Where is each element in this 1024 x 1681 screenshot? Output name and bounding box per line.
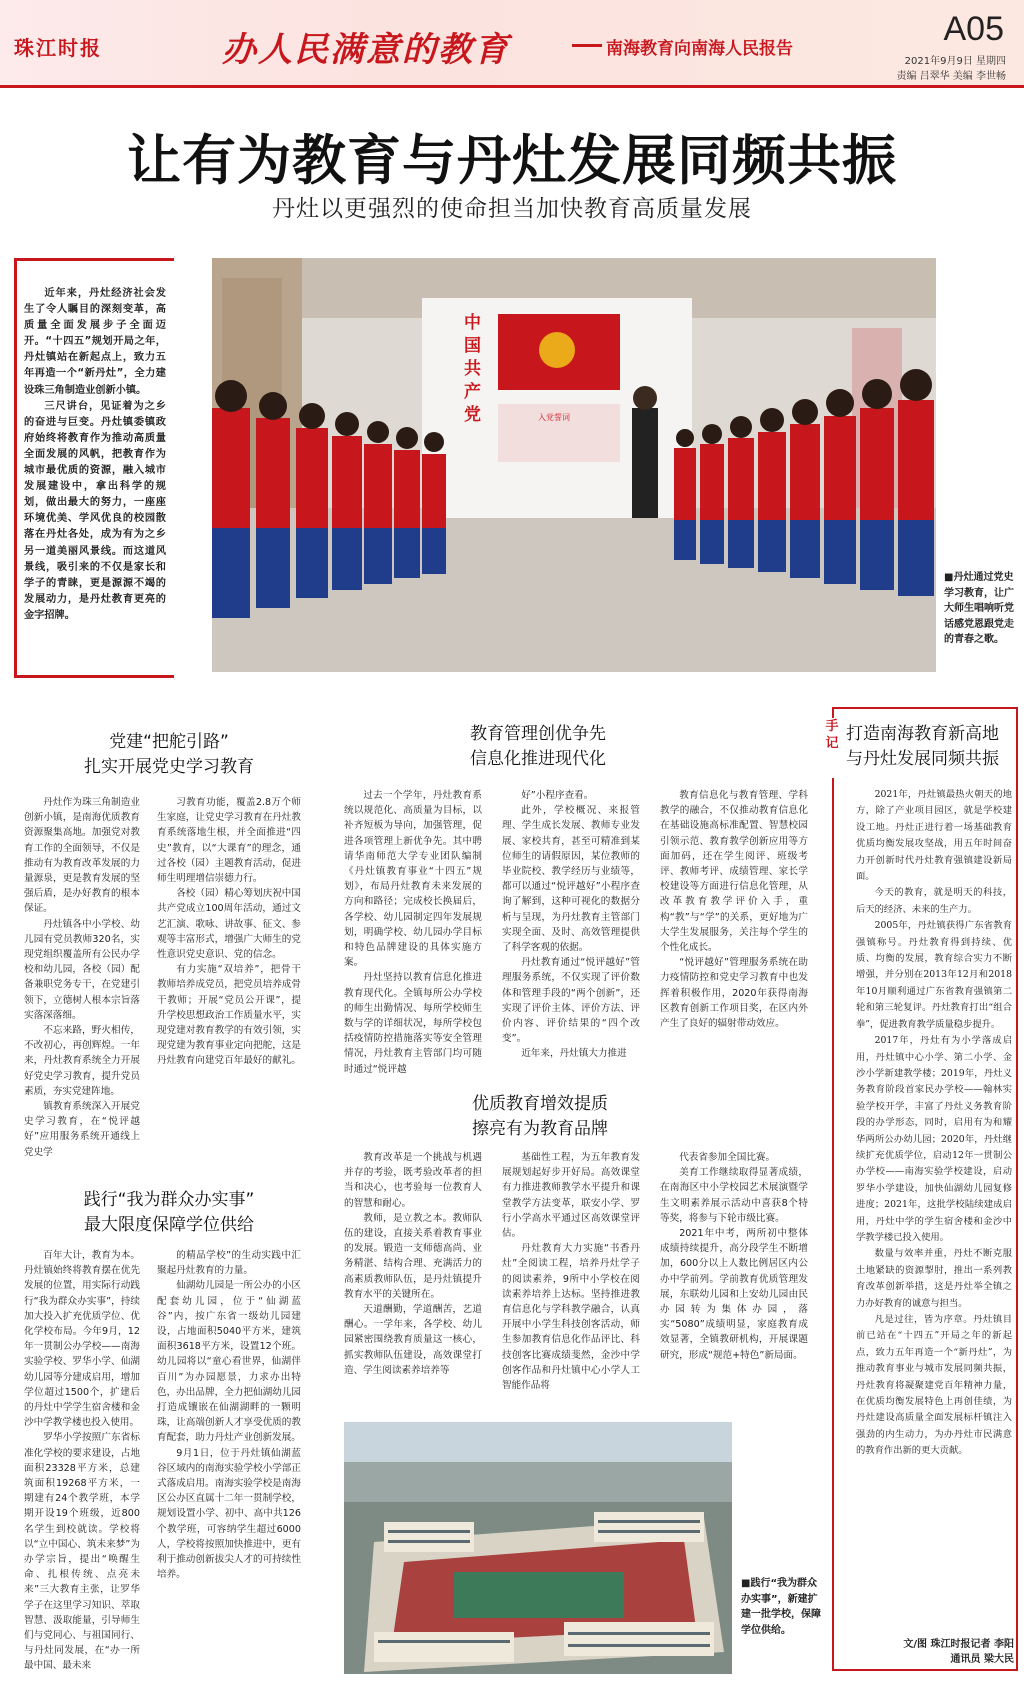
article-paragraph: 教育信息化与教育管理、学科教学的融合，不仅推动教育信息化在基础设施高标准配置、智慧校园引领示范、教育教学创新应用等方面加码，还在学生阅评、班级考评、教师考评、成绩管理、家长学校建设等方面进行信息化管理，从改革教育教学评价入手，重构“教”与“学”的关系，更好地为广大学生发展服务，关注每个学生的个性化成长。	[660, 790, 808, 954]
slogan-dash	[572, 44, 602, 47]
article-paragraph: 好”小程序查看。	[521, 790, 594, 801]
article-paragraph: 代表省参加全国比赛。	[679, 1152, 776, 1163]
article-paragraph: 不忘来路，野火相传，不改初心，再创辉煌。一年来，丹灶教育系统全力开展好党史学习教育，提升党员素质，夯实党建阵地。	[24, 1025, 140, 1097]
party-wall-text	[464, 312, 481, 425]
masthead-slogan: 办人民满意的教育	[222, 30, 510, 70]
editor-credits: 责编 吕翠华 美编 李世畅	[896, 71, 1006, 82]
section-title-line: 最大限度保障学位供给	[84, 1215, 254, 1235]
sidebar-paragraph: 2021年，丹灶镇最热火朝天的地方，除了产业项目园区，就是学校建设工地。丹灶正进行着一场基础教育优质均衡发展攻坚战，用五年时间奋力开创新时代丹灶教育强镇建设新局面。	[856, 789, 1012, 883]
subheadline: 丹灶以更强烈的使命担当加快教育高质量发展	[272, 196, 752, 222]
section-title-line: 扎实开展党史学习教育	[84, 757, 254, 777]
section-title-line: 优质教育增效提质	[472, 1094, 608, 1114]
sidebar-paragraph: 2005年，丹灶镇获得广东省教育强镇称号。丹灶教育得到持续、优质、均衡的发展，教育综合实力不断增强，并分别在2013年12月和2018年10月顺利通过广东省教育强镇第二轮和第三轮复评。丹灶教育打出“组合拳”，促进教育教学质量稳步提升。	[856, 920, 1012, 1030]
article-paragraph: 各校（园）精心筹划庆祝中国共产党成立100周年活动，通过文艺汇演、歌咏、讲故事、征文、参观等丰富形式，增强广大师生的党性意识党史意识、党的信念。	[157, 888, 301, 961]
quality-column-2	[502, 1150, 640, 1393]
byline-correspondent: 通讯员 梁大民	[950, 1654, 1014, 1665]
section-title-party	[34, 730, 304, 780]
article-paragraph: 仙湖幼儿园是一所公办的小区配套幼儿园，位于“仙湖蓝谷”内，按广东省一级幼儿园建设，占地面积5040平方米，建筑面积3618平方米，设置12个班。幼儿园将以“童心看世界，仙湖伴百川”为办园愿景，力求办出特色，办出品牌，全力把仙湖幼儿园打造成镶嵌在仙湖湖畔的一颗明珠，让高端创新人才享受优质的教育配套，助力丹灶产业创新发展。	[157, 1280, 301, 1444]
article-paragraph: 有力实施“双培养”，把骨干教师培养成党员，把党员培养成骨干教师；开展“党员公开课”，提升学校思想政治工作质量水平，实现党建对教育教学的有效引领，实现党建为教育事业定向把舵，这是丹灶教育向建党百年最好的献礼。	[157, 964, 301, 1067]
party-column-2	[157, 795, 301, 1069]
article-paragraph: “悦评越好”管理服务系统在助力疫情防控和党史学习教育中也发挥着积极作用，2020年获得南海区教育创新工作项目奖，在区内外产生了良好的辐射带动效应。	[660, 957, 808, 1030]
article-paragraph: 罗华小学按照广东省标准化学校的要求建设，占地面积23328平方米，总建筑面积19268平方米，一期建有24个教学班，本学期开设19个班级，近800名学生到校就读。学校将以“立中国心、筑未来梦”为办学宗旨，提出“唤醒生命、扎根传统、点亮未来”三大教育主张，让罗华学子在这里学习知识、萃取智慧、汲取能量，引导师生们与党同心、与祖国同行、与丹灶同发展，在“办一所最中国、最未来	[24, 1432, 140, 1672]
article-paragraph: 过去一个学年，丹灶教育系统以规范化、高质量为目标，以补齐短板为导向，加强管理，促进各项管理上新优争先。其中聘请华南师范大学专业团队编制《丹灶镇教育事业“十四五”规划》，布局丹灶教育未来发展的方向和路径；完成校长换届后，各学校、幼儿园制定四年发展规划，明确学校、幼儿园办学目标和特色品牌建设的具体实施方案。	[344, 790, 482, 969]
oath-title: 入党誓词	[538, 413, 570, 422]
main-photo	[212, 258, 936, 672]
article-paragraph: 近年来，丹灶镇大力推进	[521, 1048, 627, 1060]
wall-char: 产	[464, 382, 481, 402]
sidebar-title-line: 打造南海教育新高地	[846, 724, 999, 744]
sidebar-title	[846, 722, 1016, 772]
service-column-2	[157, 1248, 301, 1582]
service-column-1	[24, 1248, 140, 1674]
section-title-line: 擦亮有为教育品牌	[472, 1119, 608, 1139]
quality-column-1	[344, 1150, 482, 1378]
quality-column-3	[660, 1150, 808, 1363]
article-paragraph: 丹灶教育大力实施“书香丹灶”全阅读工程，培养丹灶学子的阅读素养，9所中小学校在阅读素养培养上达标。坚持推进教育信息化与学科教学融合，认真开展中小学生科技创客活动，师生参加教育信息化作品评比、科技创客比赛成绩斐然，金沙中学创客作品和丹灶镇中心小学人工智能作品将	[502, 1243, 640, 1392]
section-title-quality	[472, 1092, 682, 1142]
sidebar-text	[856, 787, 1012, 1460]
sidebar-tag: 手记	[820, 718, 844, 778]
section-title-line: 信息化推进现代化	[470, 749, 606, 769]
wall-char: 国	[464, 336, 481, 356]
main-photo-caption: ■丹灶通过党史学习教育，让广大师生唱响听党话感党恩跟党走的青春之歌。	[944, 572, 1014, 645]
intro-text	[24, 286, 166, 624]
masthead-subslogan: 南海教育向南海人民报告	[606, 39, 793, 59]
article-paragraph: 9月1日，位于丹灶镇仙湖蓝谷区域内的南海实验学校小学部正式落成启用。南海实验学校是南海区公办区直属十二年一贯制学校，规划设置小学、初中、高中共126个教学班，可容纳学生超过6000人，学校将按照加快推进中，更有利于推动创新拔尖人才的可持续性培养。	[157, 1447, 301, 1581]
section-title-line: 党建“把舵引路”	[109, 732, 229, 752]
byline	[884, 1637, 1014, 1667]
classroom-illustration	[212, 258, 936, 672]
article-paragraph: 的精品学校”的生动实践中汇聚起丹灶教育的力量。	[157, 1250, 301, 1277]
paper-logo: 珠江时报	[14, 36, 102, 60]
article-paragraph: 镇教育系统深入开展党史学习教育，在“悦评越好”应用服务系统开通线上党史学	[24, 1101, 140, 1158]
article-paragraph: 基础性工程，为五年教育发展规划起好步开好局。高效课堂有力推进教师教学水平提升和课堂教学方法变革，联安小学、罗行小学高水平通过区高效课堂评估。	[502, 1152, 640, 1240]
sidebar-title-line: 与丹灶发展同频共振	[846, 749, 999, 769]
article-paragraph: 丹灶镇各中小学校、幼儿园有党员教师320名，实现党组织覆盖所有公民办学校和幼儿园，各校（园）配备兼职党务专干，在党建引领下，立德树人根本宗旨落实落深落细。	[24, 918, 140, 1021]
section-title-line: 教育管理创优争先	[470, 724, 606, 744]
management-column-1	[344, 788, 482, 1077]
school-illustration	[344, 1422, 732, 1674]
issue-date: 2021年9月9日 星期四	[904, 56, 1006, 67]
headline: 让有为教育与丹灶发展同频共振	[127, 129, 897, 192]
intro-paragraph: 三尺讲台，见证着为之乡的奋进与巨变。丹灶镇委镇政府始终将教育作为推动高质量全面发展的风帆，把教育作为城市最优质的资源，融入城市发展建设中，拿出科学的规划，做出最大的努力，一座座环境优美、学风优良的校园散落在丹灶各处，成为有为之乡另一道美丽风景线。而这道风景线，吸引来的不仅是家长和学子的青睐，更是源源不竭的发展动力，是丹灶教育更亮的金字招牌。	[24, 400, 166, 621]
article-paragraph: 习教育功能，覆盖2.8万个师生家庭，让党史学习教育在丹灶教育系统落地生根，并全面推进“四史”教育，以“大课育”的理念，通过各校（园）主题教育活动，促进师生明理增信崇德力行。	[157, 797, 301, 885]
school-aerial-photo	[344, 1422, 732, 1674]
article-paragraph: 美育工作继续取得显著成绩，在南海区中小学校园艺术展演暨学生文明素养展示活动中喜获8个特等奖，将参与下轮市级比赛。	[660, 1167, 808, 1224]
party-column-1	[24, 795, 140, 1160]
article-paragraph: 教育改革是一个挑战与机遇并存的考验，既考验改革者的担当和决心，也考验每一位教育人的智慧和耐心。	[344, 1152, 482, 1209]
section-title-management	[470, 722, 680, 772]
article-paragraph: 丹灶教育通过“悦评越好”管理服务系统，不仅实现了评价数体和管理手段的“两个创新”，还实现了评价主体、评价方法、评价内容、评价结果的“四个改变”。	[502, 957, 640, 1045]
sidebar-paragraph: 数量与效率并重，丹灶不断克服土地紧缺的资源掣肘，推出一系列教育改革创新举措，这是丹灶举全镇之力办好教育的诚意与担当。	[856, 1248, 1012, 1309]
management-column-2	[502, 788, 640, 1062]
wall-char: 中	[464, 313, 481, 333]
article-paragraph: 2021年中考，两所初中整体成绩持续提升，高分段学生不断增加，600分以上人数比例居区内公办中学前列。学前教育优质管理发展，东联幼儿园和上安幼儿园由民办园转为集体办园，落实“5080”成绩明显，家庭教育成效显著，全镇教研机构，开展课题研究，形成“规范+特色”新局面。	[660, 1228, 808, 1361]
sidebar-paragraph: 2017年，丹灶有为小学落成启用，丹灶镇中心小学、第二小学、金沙小学新建教学楼；2019年，丹灶义务教育阶段首家民办学校——翰林实验学校开学，丰富了丹灶义务教育阶段的办学形态，同时，启用有为和耀华两所公办幼儿园；2020年，丹灶继续扩充优质学位，启动12年一贯制公办学校——南海实验学校建设，启动罗华小学建设，加快仙湖幼儿园复修进度；2021年，这批学校陆续建成启用，丹灶中学的学生宿舍楼和金沙中学教学楼已投入使用。	[856, 1035, 1012, 1243]
intro-paragraph: 近年来，丹灶经济社会发生了令人瞩目的深刻变革，高质量全面发展步子全面迈开。“十四五”规划开局之年，丹灶镇站在新起点上，致力五年再造一个“新丹灶”，全力建设珠三角制造业创新小镇。	[24, 288, 166, 396]
byline-author: 文/图 珠江时报记者 李阳	[903, 1639, 1014, 1650]
sidebar-paragraph: 凡是过往，皆为序章。丹灶镇目前已站在“十四五”开局之年的新起点，致力五年再造一个“新丹灶”，为推动教育事业与城市发展同频共振，丹灶教育将凝聚建党百年精神力量，在优质均衡发展特色上再创佳绩，为丹灶建设高质量全面发展标杆镇注入强劲的内生动力，为办丹灶市民满意的教育作出新的更大贡献。	[856, 1314, 1012, 1457]
article-paragraph: 百年大计，教育为本。丹灶镇始终将教育摆在优先发展的位置，用实际行动践行“我为群众办实事”，持续加大投入扩充优质学位、优化学校布局。今年9月，12年一贯制公办学校——南海实验学校、罗华小学、仙湖幼儿园等分建成启用，增加学位超过1500个，扩建后的丹灶中学学生宿舍楼和金沙中学教学楼也投入使用。	[24, 1250, 140, 1429]
article-paragraph: 教师，是立教之本。教师队伍的建设，直接关系着教育事业的发展。锻造一支师德高尚、业务精湛、结构合理、充满活力的高素质教师队伍，是丹灶镇提升教育水平的关键所在。	[344, 1212, 482, 1300]
article-paragraph: 此外，学校概况、来报管理、学生成长发展、教师专业发展、家校共育，甚至可精准到某位师生的请假原因，某位教师的毕业院校、教学经历与业绩等，都可以通过“悦评越好”小程序查询了解到，这种可视化的数据分析与呈现，为丹灶教育主管部门实现全面、及时、高效管理提供了科学客观的依据。	[502, 805, 640, 954]
management-column-3	[660, 788, 808, 1031]
school-photo-caption: ■践行“我为群众办实事”，新建扩建一批学校，保障学位供给。	[741, 1578, 821, 1636]
wall-char: 共	[464, 359, 481, 379]
wall-char: 党	[464, 405, 481, 425]
page-number: A05	[943, 10, 1004, 48]
masthead	[0, 0, 1024, 88]
sidebar-paragraph: 今天的教育，就是明天的科技，后天的经济、未来的生产力。	[856, 887, 1012, 915]
article-paragraph: 天道酬勤，学道酬苦，艺道酬心。一学年来，各学校、幼儿园紧密围绕教育质量这一核心，抓实教师队伍建设，高效课堂打造、学生阅读素养培养等	[344, 1304, 482, 1376]
article-paragraph: 丹灶作为珠三角制造业创新小镇，是南海优质教育资源聚集高地。加强党对教育工作的全面领导，不仅是推动有为教育改革发展的力量源泉，更是教育发展的坚强后盾，是办好教育的根本保证。	[24, 797, 140, 915]
article-paragraph: 丹灶坚持以教育信息化推进教育现代化。全镇每所公办学校的师生出勤情况、每所学校师生数与学的详细状况，每所学校包括疫情防控措施落实等安全管理情况，丹灶教育主管部门均可随时通过“悦评越	[344, 972, 482, 1075]
section-title-service	[34, 1188, 304, 1238]
section-title-line: 践行“我为群众办实事”	[83, 1190, 255, 1210]
